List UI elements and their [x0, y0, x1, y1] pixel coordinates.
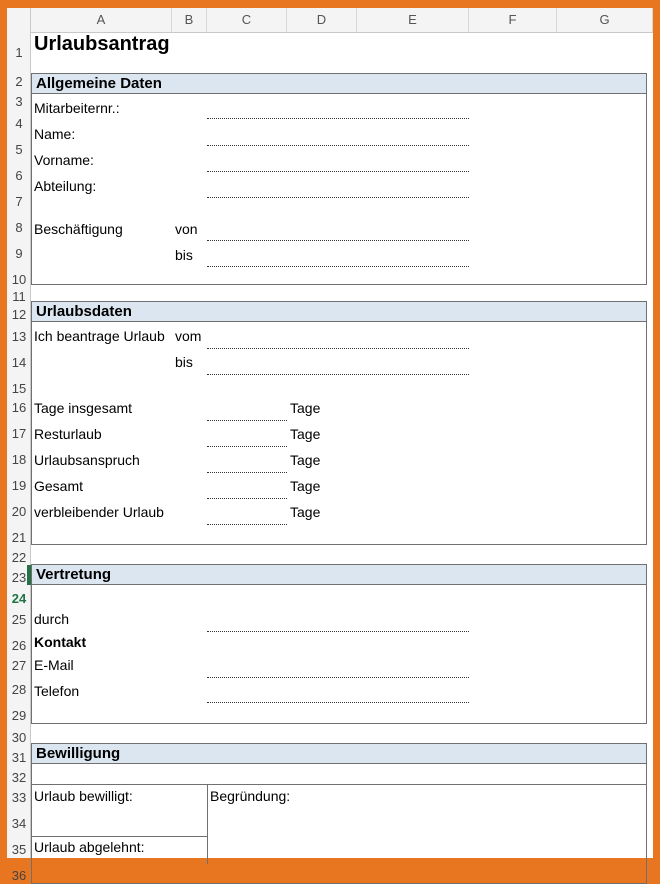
- row-header-22[interactable]: 22: [11, 550, 27, 565]
- mitarbeiternr-field[interactable]: [207, 118, 469, 119]
- label-urlaubsanspruch[interactable]: Urlaubsanspruch: [34, 452, 140, 468]
- beschaeftigung-von-field[interactable]: [207, 240, 469, 241]
- label-verbleibender-urlaub[interactable]: verbleibender Urlaub: [34, 504, 164, 520]
- section-box-allgemeine-daten: [31, 94, 647, 285]
- label-gesamt[interactable]: Gesamt: [34, 478, 84, 494]
- bewilligung-top-border: [31, 784, 647, 785]
- bewilligung-divider: [207, 784, 208, 864]
- row-header-12[interactable]: 12: [11, 307, 27, 322]
- row-header-34[interactable]: 34: [11, 816, 27, 831]
- column-header-e[interactable]: E: [357, 8, 469, 32]
- row-header-25[interactable]: 25: [11, 612, 27, 627]
- column-header-c[interactable]: C: [207, 8, 287, 32]
- label-beschaeftigung[interactable]: Beschäftigung: [34, 221, 123, 237]
- row-header-8[interactable]: 8: [15, 220, 23, 235]
- column-header-bar: [7, 8, 653, 33]
- section-title: Urlaubsdaten: [36, 303, 132, 320]
- row-header-14[interactable]: 14: [11, 355, 27, 370]
- row-header-33[interactable]: 33: [11, 790, 27, 805]
- label-mitarbeiternr[interactable]: Mitarbeiternr.:: [34, 100, 120, 116]
- telefon-field[interactable]: [207, 702, 469, 703]
- bewilligt-bottom-border: [31, 836, 207, 837]
- label-name[interactable]: Name:: [34, 126, 76, 142]
- column-header-f[interactable]: F: [469, 8, 557, 32]
- section-header-bewilligung[interactable]: [31, 743, 647, 764]
- row-header-6[interactable]: 6: [15, 168, 23, 183]
- row-header-10[interactable]: 10: [11, 272, 27, 287]
- row-header-9[interactable]: 9: [15, 246, 23, 261]
- label-durch[interactable]: durch: [34, 611, 70, 627]
- label-urlaub-bis[interactable]: bis: [175, 354, 193, 370]
- label-bis[interactable]: bis: [175, 247, 193, 263]
- select-all-corner[interactable]: [7, 8, 31, 32]
- section-box-bewilligung: [31, 764, 647, 884]
- unit-tage[interactable]: Tage: [290, 478, 321, 494]
- form-title[interactable]: Urlaubsantrag: [34, 33, 170, 55]
- label-kontakt[interactable]: Kontakt: [34, 634, 87, 650]
- label-telefon[interactable]: Telefon: [34, 683, 80, 699]
- row-header-28[interactable]: 28: [11, 682, 27, 697]
- label-tage-insgesamt[interactable]: Tage insgesamt: [34, 400, 133, 416]
- row-header-29[interactable]: 29: [11, 708, 27, 723]
- row-header-2[interactable]: 2: [15, 74, 23, 89]
- column-header-g[interactable]: G: [557, 8, 653, 32]
- row-header-30[interactable]: 30: [11, 730, 27, 745]
- row-header-23[interactable]: 23: [11, 570, 27, 585]
- urlaub-vom-field[interactable]: [207, 348, 469, 349]
- row-header-3[interactable]: 3: [15, 94, 23, 109]
- column-header-a[interactable]: A: [31, 8, 172, 32]
- row-header-26[interactable]: 26: [11, 638, 27, 653]
- tage-insgesamt-field[interactable]: [207, 420, 287, 421]
- label-vom[interactable]: vom: [175, 328, 202, 344]
- row-header-1[interactable]: 1: [15, 45, 23, 60]
- row-header-bar: [7, 32, 31, 883]
- spreadsheet[interactable]: [7, 8, 653, 883]
- abteilung-field[interactable]: [207, 197, 469, 198]
- label-urlaub-bewilligt[interactable]: Urlaub bewilligt:: [34, 788, 133, 804]
- section-box-vertretung: [31, 585, 647, 724]
- label-vorname[interactable]: Vorname:: [34, 152, 94, 168]
- email-field[interactable]: [207, 677, 469, 678]
- vorname-field[interactable]: [207, 171, 469, 172]
- label-email[interactable]: E-Mail: [34, 657, 74, 673]
- row-header-16[interactable]: 16: [11, 400, 27, 415]
- urlaubsanspruch-field[interactable]: [207, 472, 287, 473]
- row-header-13[interactable]: 13: [11, 329, 27, 344]
- unit-tage[interactable]: Tage: [290, 426, 321, 442]
- beschaeftigung-bis-field[interactable]: [207, 266, 469, 267]
- resturlaub-field[interactable]: [207, 446, 287, 447]
- unit-tage[interactable]: Tage: [290, 504, 321, 520]
- section-header-vertretung[interactable]: [31, 564, 647, 585]
- row-header-11[interactable]: 11: [12, 289, 26, 304]
- row-header-5[interactable]: 5: [15, 142, 23, 157]
- label-von[interactable]: von: [175, 221, 198, 237]
- row-header-4[interactable]: 4: [15, 116, 23, 131]
- row-header-31[interactable]: 31: [11, 750, 27, 765]
- section-title: Bewilligung: [36, 745, 121, 762]
- row-header-24[interactable]: 24: [11, 591, 27, 606]
- verbleibender-urlaub-field[interactable]: [207, 524, 287, 525]
- row-header-17[interactable]: 17: [11, 426, 27, 441]
- column-header-b[interactable]: B: [172, 8, 207, 32]
- gesamt-field[interactable]: [207, 498, 287, 499]
- label-begruendung[interactable]: Begründung:: [210, 788, 291, 804]
- label-resturlaub[interactable]: Resturlaub: [34, 426, 102, 442]
- section-header-allgemeine-daten[interactable]: [31, 73, 647, 94]
- row-header-18[interactable]: 18: [11, 452, 27, 467]
- row-header-35[interactable]: 35: [11, 842, 27, 857]
- row-header-27[interactable]: 27: [11, 658, 27, 673]
- row-header-7[interactable]: 7: [15, 194, 23, 209]
- name-field[interactable]: [207, 145, 469, 146]
- label-abteilung[interactable]: Abteilung:: [34, 178, 97, 194]
- row-header-21[interactable]: 21: [11, 530, 27, 545]
- section-header-urlaubsdaten[interactable]: [31, 301, 647, 322]
- urlaub-bis-field[interactable]: [207, 374, 469, 375]
- row-header-15[interactable]: 15: [11, 381, 27, 396]
- section-title: Allgemeine Daten: [36, 75, 162, 92]
- unit-tage[interactable]: Tage: [290, 400, 321, 416]
- label-beantrage-urlaub[interactable]: Ich beantrage Urlaub: [34, 328, 165, 344]
- row-header-36[interactable]: 36: [11, 868, 27, 883]
- row-header-20[interactable]: 20: [11, 504, 27, 519]
- unit-tage[interactable]: Tage: [290, 452, 321, 468]
- row-header-32[interactable]: 32: [11, 770, 27, 785]
- label-urlaub-abgelehnt[interactable]: Urlaub abgelehnt:: [34, 839, 145, 855]
- section-title: Vertretung: [36, 566, 112, 583]
- vertretung-durch-field[interactable]: [207, 631, 469, 632]
- row-header-19[interactable]: 19: [11, 478, 27, 493]
- column-header-d[interactable]: D: [287, 8, 357, 32]
